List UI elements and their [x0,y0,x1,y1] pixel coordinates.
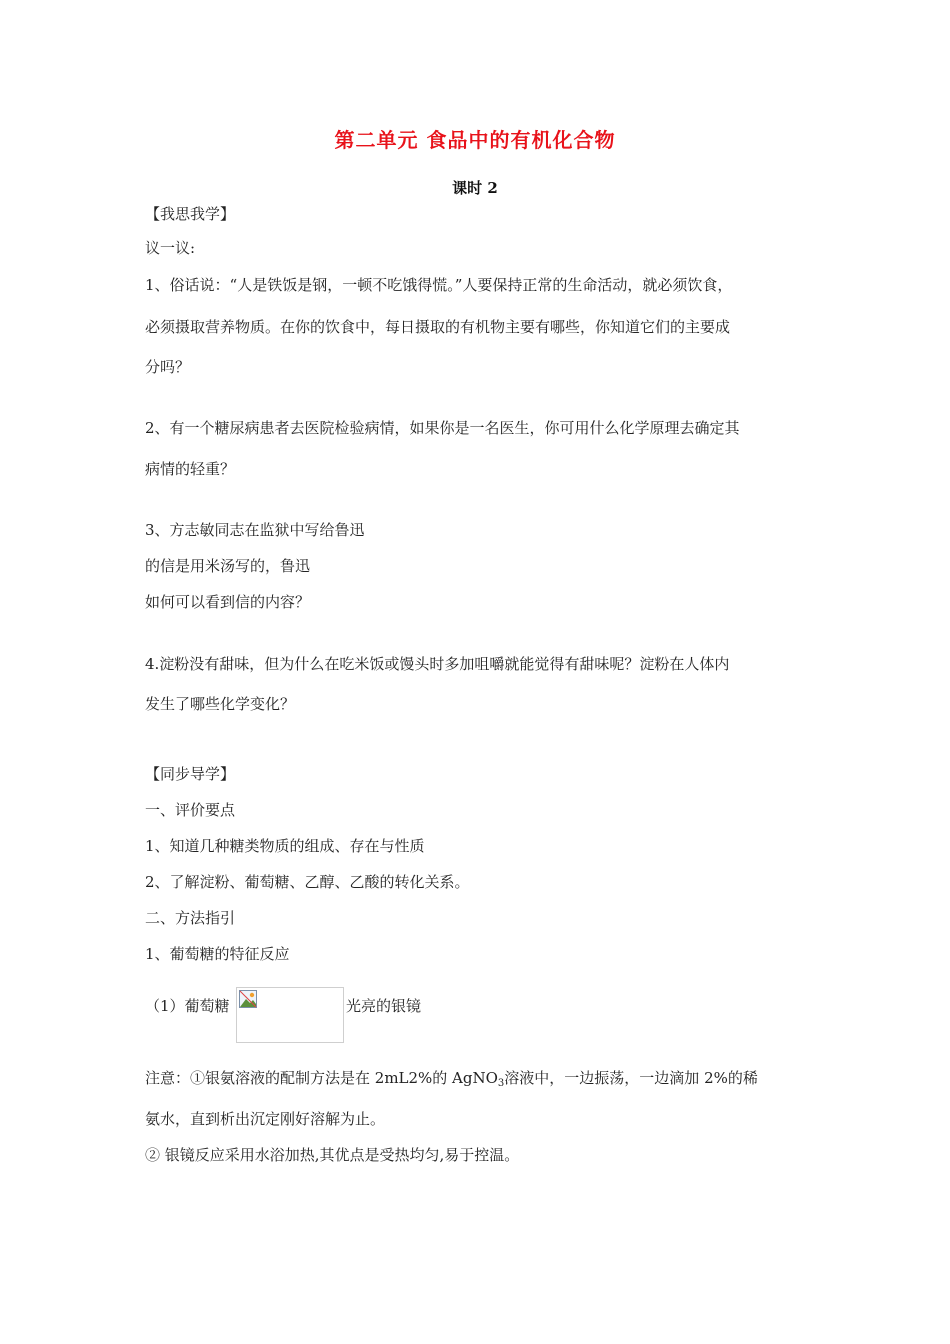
question-1-line-2: 必须摄取营养物质。在你的饮食中，每日摄取的有机物主要有哪些，你知道它们的主要成 [145,318,731,336]
reaction-image-placeholder [236,987,344,1043]
point-2: 2、了解淀粉、葡萄糖、乙醇、乙酸的转化关系。 [145,873,470,891]
note-line-1-pre: 注意：①银氨溶液的配制方法是在 2mL2%的 AgNO [145,1069,498,1087]
note-line-1-post: 溶液中，一边振荡，一边滴加 2%的稀 [504,1069,758,1087]
question-4-line-2: 发生了哪些化学变化？ [145,695,296,713]
broken-image-icon [239,990,257,1008]
question-1-line-1: 1、俗话说：“人是铁饭是钢，一顿不吃饿得慌。”人要保持正常的生命活动，就必须饮食， [145,276,733,294]
question-3-line-3: 如何可以看到信的内容？ [145,593,311,611]
section-heading-guide: 【同步导学】 [145,765,236,783]
question-2-line-2: 病情的轻重？ [145,460,236,478]
part-1-heading: 一、评价要点 [145,801,236,819]
lesson-subtitle: 课时 2 [452,179,498,197]
discuss-label: 议一议: [145,239,196,257]
page-title: 第二单元 食品中的有机化合物 [334,128,616,152]
note-2: ② 银镜反应采用水浴加热,其优点是受热均匀,易于控温。 [145,1146,520,1164]
reaction-right-text: 光亮的银镜 [346,997,422,1015]
note-line-1 [145,1068,758,1088]
question-1-line-3: 分吗？ [145,358,191,376]
method-1: 1、葡萄糖的特征反应 [145,945,290,963]
reaction-left-text: （1）葡萄糖 [145,997,230,1015]
part-2-heading: 二、方法指引 [145,909,236,927]
question-3-line-1: 3、方志敏同志在监狱中写给鲁迅 [145,521,365,539]
question-4-line-1: 4.淀粉没有甜味，但为什么在吃米饭或馒头时多加咀嚼就能觉得有甜味呢？淀粉在人体内 [145,655,730,673]
question-3-line-2: 的信是用米汤写的，鲁迅 [145,557,311,575]
section-heading-think: 【我思我学】 [145,205,236,223]
note-subscript: 3 [497,1078,505,1089]
point-1: 1、知道几种糖类物质的组成、存在与性质 [145,837,425,855]
question-2-line-1: 2、有一个糖尿病患者去医院检验病情，如果你是一名医生，你可用什么化学原理去确定其 [145,419,740,437]
note-line-2: 氨水，直到析出沉定刚好溶解为止。 [145,1110,386,1128]
